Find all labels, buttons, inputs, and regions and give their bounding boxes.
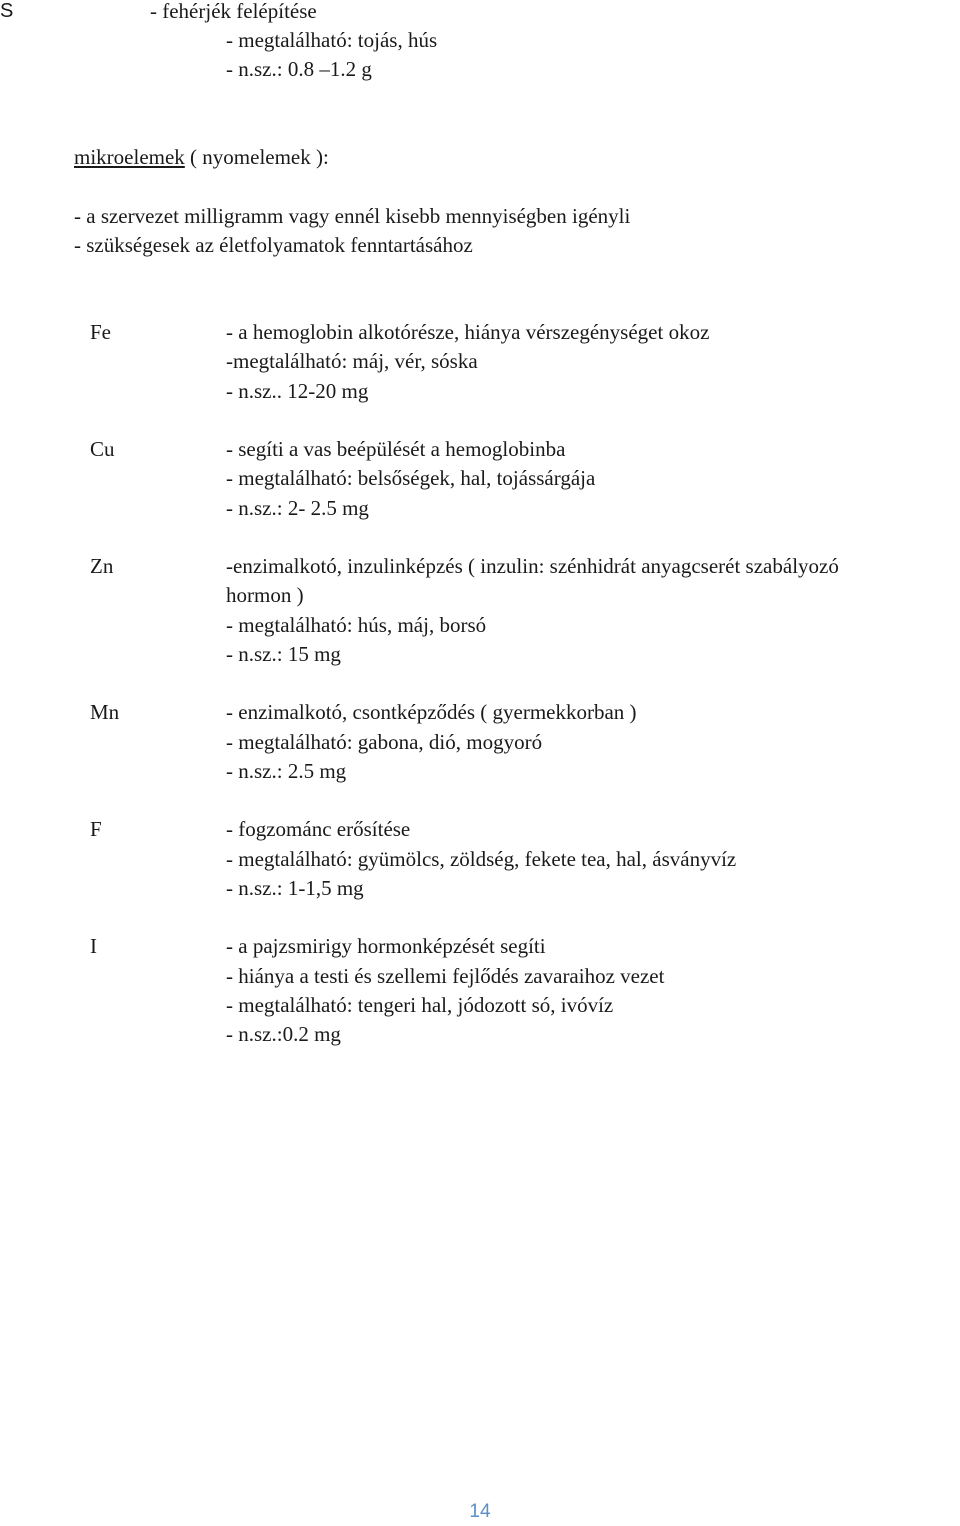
section-heading-underlined: mikroelemek xyxy=(74,145,185,169)
mn-line-3: - n.sz.: 2.5 mg xyxy=(226,759,347,783)
i-line-1: - a pajzsmirigy hormonképzését segíti xyxy=(226,934,546,958)
zn-line-3: - megtalálható: hús, máj, borsó xyxy=(226,613,487,637)
element-symbol-i: I xyxy=(90,934,97,958)
top-line-1: - fehérjék felépítése xyxy=(150,0,317,23)
mn-line-2: - megtalálható: gabona, dió, mogyoró xyxy=(226,730,543,754)
fe-line-1: - a hemoglobin alkotórésze, hiánya vérszegénységet okoz xyxy=(226,320,710,344)
element-symbol-fe: Fe xyxy=(90,320,111,344)
section-bullet-2: - szükségesek az életfolyamatok fenntartásához xyxy=(74,233,473,257)
f-line-3: - n.sz.: 1-1,5 mg xyxy=(226,876,364,900)
fe-line-2: -megtalálható: máj, vér, sóska xyxy=(226,349,478,373)
element-symbol-f: F xyxy=(90,817,102,841)
cu-line-1: - segíti a vas beépülését a hemoglobinba xyxy=(226,437,566,461)
zn-line-2: hormon ) xyxy=(226,583,304,607)
section-bullet-1: - a szervezet milligramm vagy ennél kisebb mennyiségben igényli xyxy=(74,204,631,228)
top-line-3: - n.sz.: 0.8 –1.2 g xyxy=(226,57,372,81)
cu-line-3: - n.sz.: 2- 2.5 mg xyxy=(226,496,369,520)
element-symbol-cu: Cu xyxy=(90,437,115,461)
i-line-3: - megtalálható: tengeri hal, jódozott só, ivóvíz xyxy=(226,993,614,1017)
section-heading-rest: ( nyomelemek ): xyxy=(184,145,329,169)
page-number: 14 xyxy=(469,1501,491,1522)
mn-line-1: - enzimalkotó, csontképződés ( gyermekkorban ) xyxy=(226,700,637,724)
zn-line-4: - n.sz.: 15 mg xyxy=(226,642,341,666)
top-line-2: - megtalálható: tojás, hús xyxy=(226,28,438,52)
cu-line-2: - megtalálható: belsőségek, hal, tojássárgája xyxy=(226,466,596,490)
zn-line-1: -enzimalkotó, inzulinképzés ( inzulin: szénhidrát anyagcserét szabályozó xyxy=(226,554,839,578)
element-symbol-mn: Mn xyxy=(90,700,120,724)
i-line-4: - n.sz.:0.2 mg xyxy=(226,1022,341,1046)
i-line-2: - hiánya a testi és szellemi fejlődés zavaraihoz vezet xyxy=(226,964,665,988)
section-letter: S xyxy=(0,0,14,22)
f-line-2: - megtalálható: gyümölcs, zöldség, fekete tea, hal, ásványvíz xyxy=(226,847,737,871)
f-line-1: - fogzománc erősítése xyxy=(226,817,411,841)
fe-line-3: - n.sz.. 12-20 mg xyxy=(226,379,369,403)
section-heading xyxy=(74,143,329,172)
element-symbol-zn: Zn xyxy=(90,554,114,578)
